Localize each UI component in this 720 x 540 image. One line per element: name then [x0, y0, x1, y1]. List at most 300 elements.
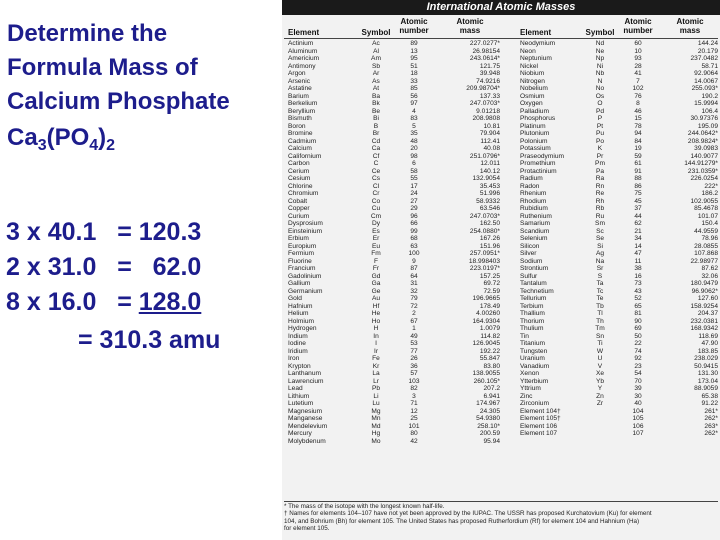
- right-mass-cell: 28.0855: [694, 242, 718, 250]
- left-mass-cell: 162.50: [479, 220, 500, 227]
- right-element-cell: Phosphorus: [520, 115, 556, 122]
- right-mass-cell: 208.9824*: [687, 137, 718, 145]
- left-number-cell: 95: [410, 55, 418, 62]
- right-mass-cell: 204.37: [697, 310, 718, 317]
- header-number-left-1: Atomic: [400, 17, 428, 26]
- right-element-cell: Scandium: [520, 227, 550, 235]
- right-mass-cell: 32.06: [701, 272, 718, 280]
- left-mass-cell: 26.98154: [472, 47, 500, 55]
- footnote-1: * The mass of the isotope with the longest known half-life.: [284, 503, 445, 510]
- left-number-cell: 42: [410, 437, 418, 445]
- right-element-cell: Neon: [520, 47, 536, 55]
- right-symbol-cell: K: [597, 145, 603, 152]
- left-element-cell: Indium: [288, 332, 308, 340]
- left-element-cell: Argon: [288, 70, 306, 77]
- left-element-cell: Curium: [288, 212, 310, 220]
- left-symbol-cell: Fr: [372, 265, 380, 272]
- left-number-cell: 36: [410, 362, 418, 370]
- right-mass-cell: 186.2: [701, 190, 718, 197]
- right-element-cell: Rhodium: [520, 197, 547, 205]
- right-symbol-cell: [580, 430, 620, 438]
- right-mass-cell: 195.09: [697, 122, 718, 130]
- left-mass-cell: 40.08: [483, 145, 500, 152]
- left-element-cell: Molybdenum: [288, 437, 326, 445]
- left-element-column: [288, 40, 354, 445]
- left-symbol-cell: At: [372, 85, 380, 92]
- right-number-cell: 7: [636, 77, 640, 85]
- left-mass-cell: 247.0703*: [469, 100, 500, 107]
- calc-line-oxygen-prefix: 8 x 16.0 =: [6, 288, 139, 316]
- right-element-cell: Niobium: [520, 70, 545, 77]
- left-element-cell: Calcium: [288, 145, 312, 152]
- right-symbol-cell: Te: [596, 295, 604, 302]
- left-mass-cell: 63.546: [479, 205, 500, 212]
- right-symbol-cell: Yb: [595, 377, 605, 385]
- right-symbol-cell: Tb: [596, 302, 604, 310]
- left-symbol-cell: Al: [373, 47, 379, 55]
- left-symbol-cell: Be: [371, 107, 381, 115]
- right-mass-cell: 92.9064: [694, 70, 718, 77]
- header-mass-left-1: Atomic: [456, 17, 484, 26]
- footnote-2: † Names for elements 104–107 have not yet been approved by the IUPAC. The USSR has proposed Kurchatovium (Ku) for element: [284, 510, 652, 518]
- left-symbol-cell: Kr: [372, 362, 380, 370]
- right-mass-column: [654, 40, 718, 438]
- left-element-cell: Cadmium: [288, 137, 317, 145]
- right-number-cell: 61: [634, 160, 642, 167]
- header-mass-left-2: mass: [459, 26, 481, 35]
- right-element-column: [520, 40, 580, 438]
- left-symbol-cell: Ga: [371, 280, 381, 287]
- right-element-cell: Protactinium: [520, 167, 557, 175]
- left-symbol-cell: Cr: [372, 190, 380, 197]
- formula-outer-subscript: 2: [106, 137, 116, 154]
- right-mass-cell: 85.4678: [694, 205, 718, 212]
- left-element-cell: Francium: [288, 265, 316, 272]
- left-element-cell: Cobalt: [288, 197, 308, 205]
- left-symbol-cell: Pb: [371, 385, 381, 392]
- left-mass-cell: 69.72: [483, 280, 500, 287]
- right-mass-cell: 107.868: [694, 250, 718, 257]
- right-element-cell: Nobelium: [520, 85, 548, 92]
- right-element-cell: Thorium: [520, 317, 545, 325]
- footnote-3: 104, and Bohrium (Bh) for element 105. The United States has proposed Rutherfordium (Rf) for element 104 and Hahnium (Ha): [284, 517, 640, 525]
- left-number-cell: 97: [410, 100, 418, 107]
- left-element-cell: Iridium: [288, 347, 308, 355]
- left-symbol-cell: F: [373, 257, 379, 265]
- left-number-cell: 31: [410, 280, 418, 287]
- right-number-cell: 16: [634, 272, 642, 280]
- right-symbol-cell: Rb: [595, 205, 605, 212]
- right-symbol-cell: Os: [595, 92, 605, 100]
- header-mass-right: [662, 17, 718, 35]
- left-element-cell: Fermium: [288, 250, 315, 257]
- atomic-mass-table: [282, 0, 720, 540]
- left-element-cell: Lead: [288, 385, 303, 392]
- left-mass-cell: 95.94: [483, 437, 500, 445]
- left-symbol-cell: Gd: [371, 272, 381, 280]
- left-number-cell: 9: [412, 257, 416, 265]
- left-symbol-cell: Bk: [372, 100, 380, 107]
- right-mass-cell: 144.91279*: [684, 160, 718, 167]
- right-mass-cell: 150.4: [701, 220, 718, 227]
- left-number-cell: 80: [410, 430, 418, 437]
- left-symbol-cell: Eu: [371, 242, 381, 250]
- right-number-cell: 30: [634, 392, 642, 400]
- right-element-cell: Silicon: [520, 242, 540, 250]
- right-mass-cell: 44.9559: [694, 227, 718, 235]
- left-mass-cell: 178.49: [479, 302, 500, 310]
- right-symbol-cell: Th: [596, 317, 604, 325]
- left-symbol-cell: Cd: [371, 137, 381, 145]
- left-mass-cell: 51.996: [479, 190, 500, 197]
- left-element-cell: Chlorine: [288, 182, 313, 190]
- left-number-cell: 58: [410, 167, 418, 175]
- left-symbol-cell: Ho: [371, 317, 381, 325]
- left-element-cell: Iodine: [288, 340, 306, 347]
- left-element-cell: Astatine: [288, 85, 312, 92]
- right-element-cell: Zinc: [520, 392, 533, 400]
- left-mass-cell: 260.105*: [473, 377, 500, 385]
- right-mass-cell: 14.0067: [694, 77, 718, 85]
- right-element-cell: Ruthenium: [520, 212, 552, 220]
- right-mass-cell: 238.029: [694, 355, 718, 362]
- left-element-cell: Gold: [288, 295, 302, 302]
- left-symbol-cell: Cs: [371, 175, 381, 182]
- right-number-cell: 28: [634, 62, 642, 70]
- right-number-cell: 105: [632, 415, 644, 422]
- right-mass-cell: 255.093*: [691, 85, 718, 92]
- left-number-cell: 79: [410, 295, 418, 302]
- left-symbol-column: [356, 40, 396, 445]
- right-number-cell: 76: [634, 92, 642, 100]
- right-symbol-cell: Pd: [595, 107, 605, 115]
- left-number-cell: 101: [408, 422, 420, 430]
- left-number-cell: 64: [410, 272, 418, 280]
- right-symbol-cell: Ta: [596, 280, 604, 287]
- left-symbol-cell: Lr: [373, 377, 379, 385]
- left-element-cell: Krypton: [288, 362, 311, 370]
- right-element-cell: Terbium: [520, 302, 544, 310]
- header-mass-right-2: mass: [679, 26, 701, 35]
- left-number-cell: 6: [412, 160, 416, 167]
- right-element-cell: Platinum: [520, 122, 546, 130]
- left-element-cell: Lutetium: [288, 400, 314, 407]
- right-number-cell: 84: [634, 137, 642, 145]
- right-element-cell: Titanium: [520, 340, 546, 347]
- left-number-cell: 71: [410, 400, 418, 407]
- left-number-cell: 25: [410, 415, 418, 422]
- left-symbol-cell: Lu: [372, 400, 380, 407]
- left-mass-cell: 174.967: [476, 400, 500, 407]
- header-number-left: [396, 17, 432, 35]
- left-symbol-cell: Er: [372, 235, 380, 242]
- right-number-cell: 88: [634, 175, 642, 182]
- right-number-cell: 22: [634, 340, 642, 347]
- right-symbol-cell: Tl: [597, 310, 603, 317]
- left-symbol-cell: Cm: [370, 212, 382, 220]
- left-number-cell: 35: [410, 130, 418, 137]
- right-symbol-cell: Rh: [595, 197, 605, 205]
- left-mass-cell: 196.9665: [472, 295, 500, 302]
- right-element-cell: Potassium: [520, 145, 551, 152]
- right-mass-cell: 20.179: [697, 47, 718, 55]
- left-number-cell: 29: [410, 205, 418, 212]
- left-mass-cell: 79.904: [479, 130, 500, 137]
- left-mass-cell: 138.9055: [472, 370, 500, 377]
- right-number-cell: 14: [634, 242, 642, 250]
- right-symbol-cell: Xe: [595, 370, 605, 377]
- left-element-cell: Gallium: [288, 280, 311, 287]
- right-symbol-cell: Zr: [596, 400, 604, 407]
- left-mass-cell: 83.80: [483, 362, 500, 370]
- left-element-cell: Arsenic: [288, 77, 310, 85]
- right-number-cell: 107: [632, 430, 644, 437]
- left-number-cell: 89: [410, 40, 418, 47]
- header-element-left: Element: [288, 28, 320, 37]
- left-mass-cell: 10.81: [483, 122, 500, 130]
- header-number-right-1: Atomic: [624, 17, 652, 26]
- right-element-cell: Nitrogen: [520, 77, 545, 85]
- left-mass-cell: 164.9304: [472, 317, 500, 325]
- right-number-cell: 91: [634, 167, 642, 175]
- header-mass-right-1: Atomic: [676, 17, 704, 26]
- right-mass-cell: 101.07: [697, 212, 718, 220]
- right-symbol-cell: Se: [595, 235, 605, 242]
- right-element-cell: Oxygen: [520, 100, 543, 107]
- right-mass-cell: 262*: [704, 415, 718, 422]
- left-symbol-cell: Mo: [371, 437, 381, 445]
- left-element-cell: Antimony: [288, 62, 316, 70]
- right-element-cell: Uranium: [520, 355, 545, 362]
- left-symbol-cell: Fe: [372, 355, 380, 362]
- left-number-cell: 51: [410, 62, 418, 70]
- left-number-cell: 17: [410, 182, 418, 190]
- left-symbol-cell: B: [373, 122, 379, 130]
- right-element-cell: Selenium: [520, 235, 548, 242]
- left-element-cell: Mercury: [288, 430, 312, 437]
- right-number-cell: 44: [634, 212, 642, 220]
- right-mass-cell: 237.0482: [690, 55, 718, 62]
- left-number-cell: 4: [412, 107, 416, 115]
- header-symbol-right: Symbol: [585, 28, 615, 37]
- left-number-cell: 48: [410, 137, 418, 145]
- right-symbol-cell: [580, 415, 620, 423]
- footnote-4: for element 105.: [284, 525, 330, 533]
- right-mass-cell: 144.24: [697, 40, 718, 47]
- right-element-cell: Strontium: [520, 265, 549, 272]
- left-number-cell: 5: [412, 122, 416, 130]
- right-number-cell: 60: [634, 40, 642, 47]
- right-number-cell: 54: [634, 370, 642, 377]
- calc-total: = 310.3 amu: [78, 326, 221, 354]
- left-number-cell: 68: [410, 235, 418, 242]
- left-mass-cell: 137.33: [479, 92, 500, 100]
- left-symbol-cell: Ce: [371, 167, 381, 175]
- right-mass-cell: 222*: [704, 182, 718, 190]
- right-mass-cell: 65.38: [701, 392, 718, 400]
- right-symbol-cell: Sn: [595, 332, 605, 340]
- right-symbol-cell: O: [597, 100, 603, 107]
- right-mass-cell: 96.9062*: [691, 287, 718, 295]
- right-mass-cell: 190.2: [701, 92, 718, 100]
- left-element-cell: Mendelevium: [288, 422, 328, 430]
- right-element-cell: Neodymium: [520, 40, 556, 47]
- right-number-cell: 37: [634, 205, 642, 212]
- right-element-cell: Radium: [520, 175, 543, 182]
- right-element-cell: Silver: [520, 250, 537, 257]
- right-symbol-cell: Ag: [595, 250, 605, 257]
- left-symbol-cell: Co: [371, 197, 381, 205]
- right-element-cell: Element 104†: [520, 407, 561, 415]
- right-symbol-cell: Ru: [595, 212, 605, 220]
- right-element-cell: Thallium: [520, 310, 545, 317]
- right-element-cell: Promethium: [520, 160, 556, 167]
- right-symbol-cell: Si: [597, 242, 603, 250]
- left-number-cell: 3: [412, 392, 416, 400]
- right-number-cell: 43: [634, 287, 642, 295]
- right-element-cell: Element 106: [520, 422, 558, 430]
- left-symbol-cell: Ge: [371, 287, 381, 295]
- left-symbol-cell: Hg: [371, 430, 381, 437]
- left-number-cell: 103: [408, 377, 420, 385]
- right-symbol-cell: W: [596, 347, 604, 355]
- left-symbol-cell: C: [373, 160, 379, 167]
- right-element-cell: Element 107: [520, 430, 558, 437]
- title-line-1: Determine the: [7, 20, 168, 47]
- left-mass-cell: 9.01218: [476, 107, 500, 115]
- left-mass-cell: 24.305: [479, 407, 500, 415]
- right-mass-cell: 50.9415: [694, 362, 718, 370]
- left-number-cell: 72: [410, 302, 418, 310]
- left-element-cell: Lanthanum: [288, 370, 321, 377]
- right-mass-cell: 244.0642*: [687, 130, 718, 137]
- right-number-cell: 40: [634, 400, 642, 407]
- left-number-cell: 96: [410, 212, 418, 220]
- right-symbol-cell: [580, 423, 620, 431]
- left-mass-cell: 209.98704*: [466, 85, 500, 92]
- right-number-cell: 15: [634, 115, 642, 122]
- left-element-cell: Lawrencium: [288, 377, 324, 385]
- footer-rule: [284, 501, 718, 502]
- right-symbol-cell: Pt: [596, 122, 604, 130]
- right-symbol-cell: Po: [595, 137, 605, 145]
- left-symbol-cell: Sb: [371, 62, 381, 70]
- right-number-cell: 19: [634, 145, 642, 152]
- right-number-cell: 73: [634, 280, 642, 287]
- right-mass-cell: 78.96: [701, 235, 718, 242]
- left-panel: [0, 0, 280, 540]
- right-element-cell: Ytterbium: [520, 377, 549, 385]
- formula-po-subscript: 4: [89, 137, 99, 154]
- right-mass-cell: 168.9342: [690, 325, 718, 332]
- right-element-cell: Palladium: [520, 107, 549, 115]
- right-mass-cell: 140.9077: [690, 152, 718, 160]
- right-mass-cell: 22.98977: [690, 257, 718, 265]
- right-mass-cell: 15.9994: [694, 100, 718, 107]
- left-mass-cell: 114.82: [480, 332, 500, 340]
- left-number-cell: 2: [412, 310, 416, 317]
- left-number-cell: 32: [410, 287, 418, 295]
- right-symbol-cell: No: [595, 85, 605, 92]
- right-number-cell: 47: [634, 250, 642, 257]
- right-element-cell: Sulfur: [520, 272, 538, 280]
- left-symbol-cell: Fm: [371, 250, 381, 257]
- left-element-cell: Erbium: [288, 235, 309, 242]
- right-mass-cell: 158.9254: [690, 302, 718, 310]
- left-element-cell: Barium: [288, 92, 309, 100]
- left-number-cell: 85: [410, 85, 418, 92]
- left-symbol-cell: In: [373, 332, 379, 340]
- right-symbol-cell: Tc: [596, 287, 604, 295]
- left-mass-cell: 223.0197*: [469, 265, 500, 272]
- right-element-cell: Sodium: [520, 257, 543, 265]
- left-element-cell: Iron: [288, 355, 300, 362]
- left-element-cell: Aluminum: [288, 47, 318, 55]
- right-number-cell: 39: [634, 385, 642, 392]
- left-number-cell: 13: [410, 47, 418, 55]
- right-symbol-cell: N: [597, 77, 603, 85]
- left-mass-cell: 208.9808: [472, 115, 500, 122]
- left-mass-cell: 35.453: [479, 182, 500, 190]
- right-number-cell: 62: [634, 220, 642, 227]
- left-mass-cell: 126.9045: [472, 340, 500, 347]
- header-symbol-left: Symbol: [361, 28, 391, 37]
- right-element-cell: Plutonium: [520, 130, 550, 137]
- right-mass-cell: 261*: [704, 407, 718, 415]
- left-mass-cell: 18.998403: [468, 257, 500, 265]
- left-number-cell: 83: [410, 115, 418, 122]
- right-mass-cell: 231.0359*: [687, 167, 718, 175]
- right-symbol-cell: Ni: [596, 62, 604, 70]
- right-element-cell: Polonium: [520, 137, 548, 145]
- left-number-cell: 1: [412, 325, 416, 332]
- right-number-cell: 45: [634, 197, 642, 205]
- left-symbol-cell: Li: [373, 392, 379, 400]
- left-symbol-cell: He: [371, 310, 381, 317]
- left-mass-cell: 247.0703*: [469, 212, 500, 220]
- header-number-left-2: number: [399, 26, 429, 35]
- left-symbol-cell: Md: [371, 422, 381, 430]
- calc-line-calcium: 3 x 40.1 = 120.3: [6, 218, 202, 246]
- right-element-cell: Rubidium: [520, 205, 548, 212]
- header-number-right: [620, 17, 656, 35]
- right-symbol-cell: Y: [597, 385, 603, 392]
- left-element-cell: Bismuth: [288, 115, 312, 122]
- right-number-cell: 41: [634, 70, 642, 77]
- left-number-cell: 99: [410, 227, 418, 235]
- left-symbol-cell: Ba: [371, 92, 381, 100]
- left-symbol-cell: Es: [372, 227, 380, 235]
- left-number-cell: 87: [410, 265, 418, 272]
- right-symbol-cell: S: [597, 272, 603, 280]
- right-number-cell: 38: [634, 265, 642, 272]
- left-mass-cell: 58.9332: [476, 197, 500, 205]
- right-number-cell: 11: [634, 257, 642, 265]
- header-mass-left: [442, 17, 498, 35]
- left-mass-cell: 6.941: [483, 392, 500, 400]
- right-number-cell: 81: [634, 310, 642, 317]
- right-element-cell: Thulium: [520, 325, 544, 332]
- left-symbol-cell: H: [373, 325, 379, 332]
- left-element-cell: Fluorine: [288, 257, 312, 265]
- header-element-right: Element: [520, 28, 552, 37]
- left-mass-cell: 121.75: [479, 62, 500, 70]
- right-element-cell: Tungsten: [520, 347, 548, 355]
- left-symbol-cell: Br: [372, 130, 380, 137]
- left-mass-cell: 4.00260: [476, 310, 500, 317]
- left-symbol-cell: As: [372, 77, 380, 85]
- right-symbol-column: [580, 40, 620, 438]
